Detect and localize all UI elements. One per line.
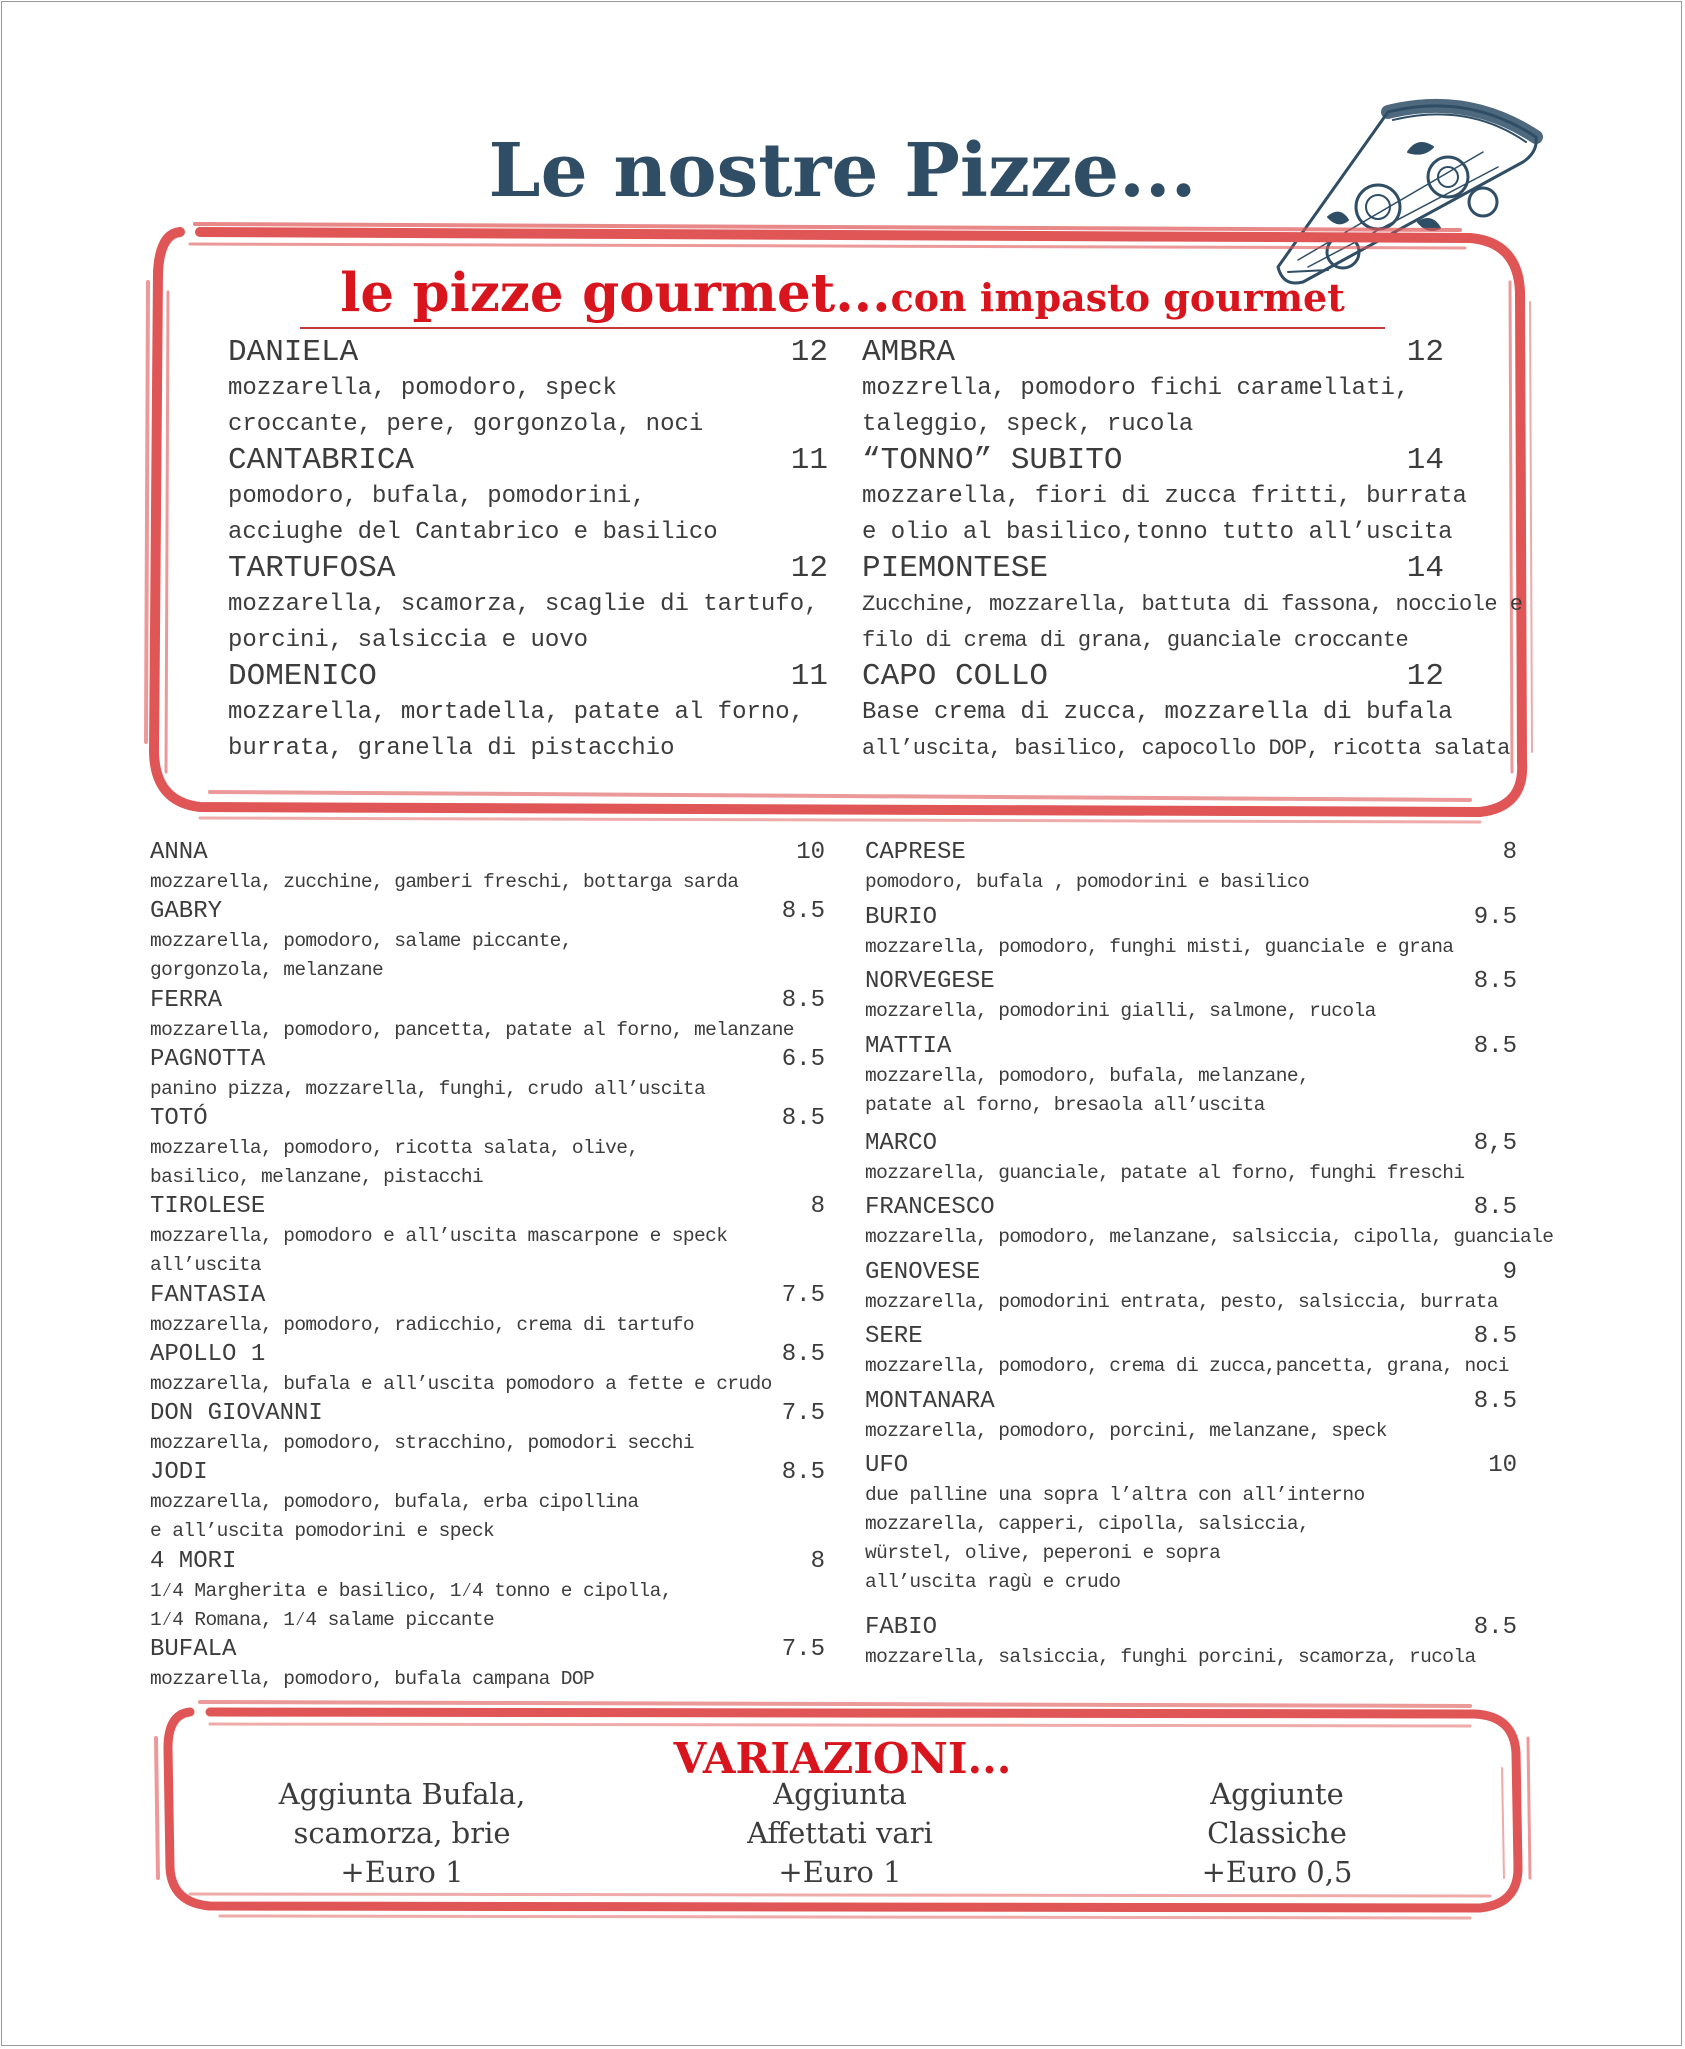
classic-item-ufo [865, 1451, 1517, 1597]
item-desc: e all’uscita pomodorini e speck [150, 1520, 495, 1543]
variazione-line: Aggiunta [773, 1777, 907, 1811]
item-desc: mozzarella, pomodoro e all’uscita mascarpone e speck [150, 1225, 728, 1248]
item-price: 8.5 [1473, 1194, 1517, 1221]
item-desc: Zucchine, mozzarella, battuta di fassona, nocciole e [862, 592, 1523, 617]
gourmet-heading-underline [300, 327, 1385, 329]
classic-item-marco [865, 1129, 1517, 1188]
gourmet-item-piemontese [862, 551, 1523, 659]
classic-item-sere [865, 1322, 1517, 1381]
item-desc: basilico, melanzane, pistacchi [150, 1166, 484, 1188]
item-desc: 1⁄4 Margherita e basilico, 1⁄4 tonno e cipolla, [150, 1579, 672, 1602]
gourmet-item-daniela [228, 335, 828, 443]
item-desc: mozzarella, capperi, cipolla, salsiccia, [865, 1513, 1310, 1535]
item-desc: mozzarella, zucchine, gamberi freschi, bottarga sarda [150, 871, 739, 893]
item-desc: croccante, pere, gorgonzola, noci [228, 411, 704, 438]
item-price: 6.5 [781, 1045, 825, 1073]
item-desc: mozzarella, pomodoro, stracchino, pomodori secchi [150, 1432, 694, 1455]
classic-item-mattia [865, 1032, 1517, 1120]
item-desc: all’uscita ragù e crudo [865, 1571, 1121, 1593]
variazione-line: Aggiunta Bufala, [278, 1777, 526, 1811]
item-name: TOTÓ [150, 1105, 208, 1132]
item-desc: patate al forno, bresaola all’uscita [865, 1093, 1265, 1116]
item-desc: gorgonzola, melanzane [150, 959, 384, 982]
item-price: 8.5 [1473, 1323, 1517, 1350]
classic-item-jodi [150, 1458, 825, 1546]
classic-item-anna [150, 838, 825, 897]
item-price: 8.5 [1473, 1032, 1517, 1060]
item-desc: Base crema di zucca, mozzarella di bufala [862, 699, 1453, 726]
item-name: MONTANARA [865, 1387, 995, 1415]
item-desc: mozzarella, pomodoro, funghi misti, guanciale e grana [865, 935, 1454, 958]
gourmet-item-ambra [862, 335, 1444, 443]
variazione-price: +Euro 0,5 [1201, 1855, 1353, 1889]
item-desc: mozzarella, bufala e all’uscita pomodoro a fette e crudo [150, 1373, 772, 1395]
item-desc: mozzarella, scamorza, scaglie di tartufo, [228, 591, 819, 618]
item-price: 8.5 [781, 1459, 825, 1487]
variazione-price: +Euro 1 [778, 1855, 902, 1889]
item-desc: pomodoro, bufala, pomodorini, [228, 483, 646, 510]
classic-item-caprese [865, 838, 1517, 897]
item-name: SERE [865, 1323, 923, 1350]
item-price: 8.5 [1473, 1614, 1517, 1641]
item-price: 8.5 [781, 898, 825, 926]
gourmet-heading-main: le pizze gourmet... [340, 262, 891, 324]
classic-item-bufala [150, 1635, 825, 1694]
item-name: DOMENICO [228, 659, 377, 694]
item-name: TIROLESE [150, 1193, 266, 1221]
item-price: 11 [790, 443, 828, 478]
item-price: 14 [1406, 551, 1444, 586]
variazioni-bufala [192, 1775, 612, 1892]
item-desc: mozzarella, pomodoro, bufala, erba cipollina [150, 1491, 639, 1514]
variazione-line: scamorza, brie [293, 1816, 511, 1850]
item-price: 11 [790, 659, 828, 694]
item-price: 8.5 [781, 986, 825, 1014]
item-name: FRANCESCO [865, 1194, 995, 1221]
item-price: 12 [790, 551, 828, 586]
item-price: 10 [1488, 1452, 1517, 1479]
item-desc: all’uscita, basilico, capocollo DOP, ricotta salata [862, 736, 1510, 761]
item-price: 9.5 [1473, 903, 1517, 931]
item-desc: mozzarella, guanciale, patate al forno, funghi freschi [865, 1161, 1465, 1184]
classic-item-tirolese [150, 1192, 825, 1280]
item-desc: mozzarella, pomodoro, crema di zucca,pancetta, grana, noci [865, 1355, 1509, 1377]
item-name: MATTIA [865, 1032, 952, 1060]
variazioni-title: VARIAZIONI... [673, 1734, 1012, 1783]
item-price: 7.5 [781, 1281, 825, 1309]
item-desc: mozzarella, pomodoro, pancetta, patate al forno, melanzane [150, 1018, 794, 1041]
item-price: 12 [1406, 659, 1444, 694]
item-name: “TONNO” SUBITO [862, 443, 1123, 478]
item-desc: mozzarella, pomodoro, ricotta salata, olive, [150, 1137, 639, 1159]
item-name: AMBRA [862, 335, 956, 370]
classic-item-norvegese [865, 967, 1517, 1026]
classic-item-gabry [150, 897, 825, 985]
item-name: JODI [150, 1459, 208, 1487]
gourmet-item-capo-collo [862, 659, 1510, 767]
item-price: 8,5 [1473, 1129, 1517, 1157]
item-desc: porcini, salsiccia e uovo [228, 627, 589, 654]
item-price: 8 [810, 1193, 825, 1221]
classic-item-montanara [865, 1387, 1517, 1446]
item-name: FANTASIA [150, 1281, 266, 1309]
classic-item-4-mori [150, 1547, 825, 1635]
variazioni-classiche [1067, 1775, 1487, 1892]
item-desc: mozzarella, pomodorini gialli, salmone, rucola [865, 1000, 1376, 1022]
variazione-line: Aggiunte [1210, 1777, 1344, 1811]
item-name: PIEMONTESE [862, 551, 1049, 586]
item-desc: mozzarella, pomodoro, porcini, melanzane, speck [865, 1419, 1387, 1442]
item-name: 4 MORI [150, 1547, 237, 1575]
item-desc: acciughe del Cantabrico e basilico [228, 519, 718, 546]
item-desc: mozzrella, pomodoro fichi caramellati, [862, 375, 1410, 402]
classic-item-apollo-1 [150, 1340, 825, 1399]
item-price: 8 [810, 1547, 825, 1575]
gourmet-item-domenico [228, 659, 828, 767]
item-desc: 1⁄4 Romana, 1⁄4 salame piccante [150, 1608, 495, 1631]
item-desc: mozzarella, fiori di zucca fritti, burrata [862, 483, 1467, 510]
variazione-line: Classiche [1207, 1816, 1347, 1850]
item-name: DANIELA [228, 335, 359, 370]
item-name: PAGNOTTA [150, 1045, 266, 1073]
item-desc: filo di crema di grana, guanciale croccante [862, 628, 1409, 653]
classic-item-fabio [865, 1613, 1517, 1672]
item-name: APOLLO 1 [150, 1341, 266, 1368]
item-name: CAPO COLLO [862, 659, 1049, 694]
item-price: 7.5 [781, 1400, 825, 1428]
classic-item-don-giovanni [150, 1399, 825, 1458]
gourmet-heading-sub: con impasto gourmet [890, 275, 1345, 320]
item-desc: panino pizza, mozzarella, funghi, crudo all’uscita [150, 1077, 706, 1100]
item-price: 10 [796, 839, 825, 866]
item-desc: all’uscita [150, 1254, 262, 1277]
item-desc: mozzarella, pomodoro, salame piccante, [150, 930, 572, 953]
item-desc: würstel, olive, peperoni e sopra [865, 1542, 1221, 1564]
item-price: 8.5 [1473, 968, 1517, 995]
item-desc: mozzarella, pomodoro, speck [228, 375, 617, 402]
item-name: BUFALA [150, 1636, 237, 1664]
variazioni-affettati [630, 1775, 1050, 1892]
item-name: GABRY [150, 898, 223, 926]
classic-item-tot [150, 1104, 825, 1192]
item-price: 7.5 [781, 1636, 825, 1664]
gourmet-item-tonno-subito [862, 443, 1467, 551]
variazione-price: +Euro 1 [340, 1855, 464, 1889]
item-name: FERRA [150, 986, 223, 1014]
item-desc: mozzarella, pomodoro, bufala, melanzane, [865, 1064, 1310, 1087]
item-name: CANTABRICA [228, 443, 415, 478]
item-desc: due palline una sopra l’altra con all’interno [865, 1484, 1365, 1506]
item-name: FABIO [865, 1614, 938, 1641]
item-desc: e olio al basilico,tonno tutto all’uscita [862, 519, 1453, 546]
classic-item-fantasia [150, 1281, 825, 1340]
classic-item-pagnotta [150, 1045, 825, 1104]
item-desc: mozzarella, pomodoro, melanzane, salsiccia, cipolla, guanciale [865, 1226, 1554, 1248]
item-name: CAPRESE [865, 839, 966, 866]
item-name: ANNA [150, 839, 208, 866]
item-price: 8.5 [781, 1341, 825, 1368]
item-name: DON GIOVANNI [150, 1400, 323, 1428]
item-name: BURIO [865, 903, 938, 931]
item-desc: pomodoro, bufala , pomodorini e basilico [865, 871, 1310, 893]
item-name: MARCO [865, 1129, 938, 1157]
item-desc: mozzarella, pomodoro, radicchio, crema di tartufo [150, 1313, 694, 1336]
item-name: NORVEGESE [865, 968, 995, 995]
gourmet-item-tartufosa [228, 551, 828, 659]
classic-item-burio [865, 903, 1517, 962]
item-desc: burrata, granella di pistacchio [228, 735, 675, 762]
item-desc: mozzarella, mortadella, patate al forno, [228, 699, 805, 726]
page-title: Le nostre Pizze... [488, 128, 1197, 214]
item-desc: mozzarella, salsiccia, funghi porcini, scamorza, rucola [865, 1646, 1476, 1668]
item-name: GENOVESE [865, 1258, 981, 1286]
item-price: 12 [790, 335, 828, 370]
gourmet-heading [300, 262, 1385, 324]
item-desc: mozzarella, pomodorini entrata, pesto, salsiccia, burrata [865, 1290, 1498, 1313]
item-desc: mozzarella, pomodoro, bufala campana DOP [150, 1668, 595, 1691]
item-price: 12 [1406, 335, 1444, 370]
item-price: 8.5 [1473, 1387, 1517, 1415]
classic-item-francesco [865, 1193, 1554, 1252]
variazione-line: Affettati vari [747, 1816, 933, 1850]
item-desc: taleggio, speck, rucola [862, 411, 1194, 438]
classic-item-genovese [865, 1258, 1517, 1317]
item-name: UFO [865, 1452, 909, 1479]
item-price: 8.5 [781, 1105, 825, 1132]
item-price: 8 [1502, 839, 1517, 866]
item-price: 9 [1502, 1258, 1517, 1286]
gourmet-item-cantabrica [228, 443, 828, 551]
classic-item-ferra [150, 986, 825, 1045]
item-price: 14 [1406, 443, 1444, 478]
item-name: TARTUFOSA [228, 551, 396, 586]
